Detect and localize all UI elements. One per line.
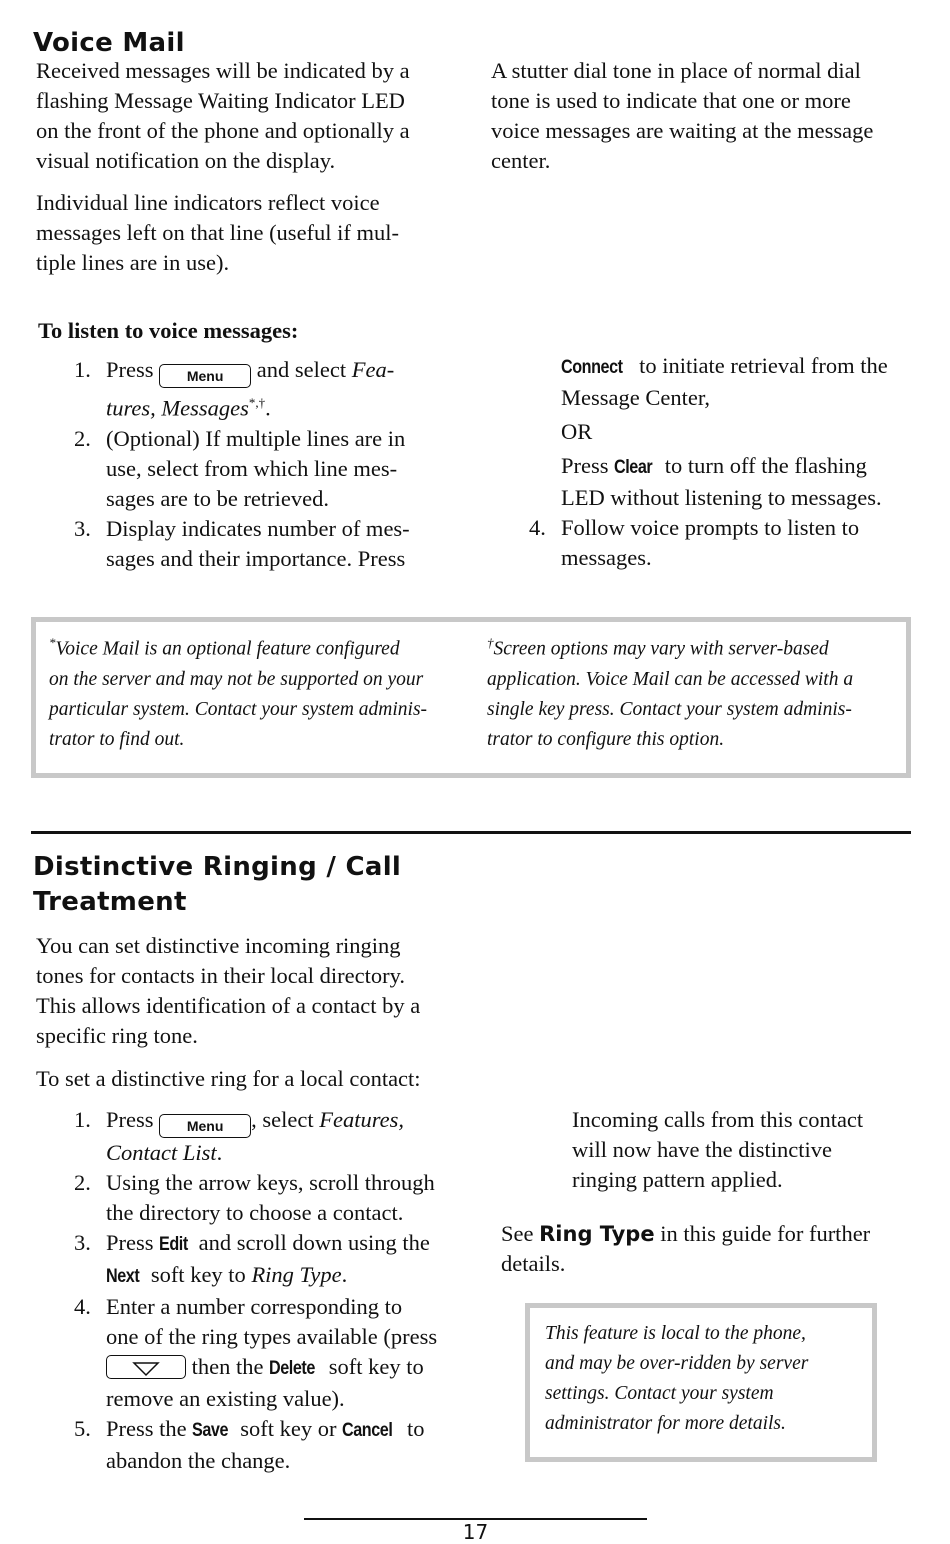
text-line: sages are to be retrieved.	[106, 485, 330, 511]
text-line: voice messages are waiting at the message	[491, 118, 874, 143]
text: Screen options may vary with server-based	[493, 638, 829, 660]
text-line: This allows identification of a contact by a	[36, 993, 421, 1018]
heading-line: Treatment	[33, 887, 187, 917]
text-line: details.	[501, 1251, 566, 1276]
footnote-marker: *	[49, 635, 56, 650]
cancel-softkey: Cancel	[342, 1420, 393, 1441]
footnote-marker: *,†	[248, 395, 266, 410]
text-line: Received messages will be indicated by a	[36, 58, 410, 83]
text-line: specific ring tone.	[36, 1023, 198, 1048]
menu-key-icon: Menu	[159, 1114, 251, 1138]
text: and scroll down using the	[198, 1230, 430, 1255]
footnote-marker: †	[487, 635, 494, 650]
text-line: tones for contacts in their local directory.	[36, 963, 406, 988]
text-line: Message Center,	[561, 385, 711, 410]
text: Press	[561, 453, 609, 478]
text-line: Individual line indicators reflect voice	[36, 190, 380, 215]
local-feature-note	[545, 1319, 865, 1439]
text: Fea-	[351, 357, 395, 382]
edit-softkey: Edit	[159, 1234, 188, 1255]
clear-softkey: Clear	[614, 457, 653, 478]
text-line: use, select from which line mes-	[106, 455, 398, 481]
text-line: Using the arrow keys, scroll through	[106, 1170, 435, 1195]
text: , select	[251, 1107, 314, 1132]
step-item	[36, 1105, 476, 1168]
text-line: particular system. Contact your system adminis-	[49, 698, 428, 720]
text: Features,	[319, 1107, 405, 1132]
text-line: LED without listening to messages.	[561, 485, 882, 510]
step-item	[36, 514, 466, 574]
text-line: application. Voice Mail can be accessed with a	[487, 668, 854, 690]
text-line: You can set distinctive incoming ringing	[36, 933, 401, 958]
ringing-steps	[36, 1105, 476, 1476]
voice-mail-heading: Voice Mail	[33, 28, 185, 58]
text-line: messages left on that line (useful if mul-	[36, 220, 400, 245]
text-line: remove an existing value).	[106, 1386, 345, 1411]
text-line: administrator for more details.	[545, 1413, 786, 1434]
step-item	[491, 513, 931, 573]
text-line: abandon the change.	[106, 1448, 291, 1473]
text-line: single key press. Contact your system adminis-	[487, 698, 852, 720]
text-line: center.	[491, 148, 551, 173]
listen-steps-right	[491, 351, 931, 573]
incoming-calls-paragraph	[572, 1105, 932, 1195]
text-line: Incoming calls from this contact	[572, 1107, 864, 1132]
text-line: tone is used to indicate that one or more	[491, 88, 851, 113]
step-item	[36, 1168, 476, 1228]
text: See	[501, 1221, 534, 1246]
text-line: messages.	[561, 545, 652, 570]
step-item	[36, 1228, 476, 1292]
text-line: will now have the distinctive	[572, 1137, 832, 1162]
text: Press the	[106, 1416, 187, 1441]
text-line: (Optional) If multiple lines are in	[106, 425, 406, 451]
text-line: Display indicates number of mes-	[106, 515, 410, 541]
see-ring-type-paragraph	[501, 1219, 931, 1279]
footnote-screen-options	[487, 628, 897, 755]
page-number: 17	[462, 1520, 489, 1544]
text: Press	[106, 1230, 154, 1255]
text: .	[265, 395, 271, 421]
step-number: 2.	[74, 1170, 91, 1195]
text-line: ringing pattern applied.	[572, 1167, 783, 1192]
text-line: sages and their importance. Press	[106, 545, 406, 571]
local-feature-note-box	[525, 1303, 877, 1462]
text: to	[407, 1416, 425, 1441]
step-number: 1.	[74, 357, 91, 382]
step-number: 4.	[74, 1294, 91, 1319]
text: and select	[256, 357, 347, 382]
text-line: one of the ring types available (press	[106, 1324, 438, 1349]
text-line: trator to find out.	[49, 728, 185, 750]
text: to turn off the flashing	[664, 453, 867, 478]
stutter-tone-paragraph	[491, 56, 931, 176]
text: soft key or	[240, 1416, 337, 1441]
footnote-box	[31, 617, 911, 778]
text: Ring Type	[251, 1262, 342, 1287]
section-divider	[31, 831, 911, 834]
text-line: the directory to choose a contact.	[106, 1200, 404, 1225]
text-line: To set a distinctive ring for a local contact:	[36, 1066, 421, 1091]
step-item	[36, 424, 466, 514]
heading-line: Distinctive Ringing / Call	[33, 852, 402, 882]
save-softkey: Save	[192, 1420, 229, 1441]
text-line: and may be over-ridden by server	[545, 1353, 809, 1374]
text: soft key to	[150, 1262, 246, 1287]
text: soft key to	[328, 1354, 424, 1379]
ringing-intro	[36, 931, 476, 1094]
text: then the	[191, 1354, 264, 1379]
step-item	[36, 1292, 476, 1414]
delete-softkey: Delete	[269, 1358, 316, 1379]
down-arrow-key-icon	[106, 1355, 186, 1379]
text-line: settings. Contact your system	[545, 1383, 774, 1404]
connect-softkey: Connect	[561, 357, 623, 378]
step-number: 3.	[74, 515, 91, 541]
voice-mail-intro	[36, 56, 456, 278]
step-number: 5.	[74, 1416, 91, 1441]
step-item	[36, 1414, 476, 1476]
ringing-heading	[33, 850, 401, 920]
text: .	[216, 1140, 223, 1165]
or-text: OR	[561, 419, 593, 444]
step-number: 4.	[529, 515, 546, 540]
text: tures, Messages	[106, 395, 249, 421]
footnote-voice-mail	[49, 628, 469, 755]
text-line: Follow voice prompts to listen to	[561, 515, 860, 540]
step-item	[36, 355, 466, 424]
listen-steps-left	[36, 355, 466, 574]
menu-key-icon: Menu	[159, 364, 251, 388]
text-line: Enter a number corresponding to	[106, 1294, 403, 1319]
text-line: on the front of the phone and optionally a	[36, 118, 410, 143]
text: Press	[106, 357, 154, 382]
text: .	[341, 1262, 348, 1287]
text: in this guide for further	[660, 1221, 871, 1246]
text-line: tiple lines are in use).	[36, 250, 230, 275]
text-line: This feature is local to the phone,	[545, 1323, 806, 1344]
text: Voice Mail is an optional feature configured	[55, 638, 400, 660]
listen-heading: To listen to voice messages:	[38, 318, 299, 343]
step-number: 1.	[74, 1107, 91, 1132]
step-number: 3.	[74, 1230, 91, 1255]
text: to initiate retrieval from the	[639, 353, 888, 378]
text: Press	[106, 1107, 154, 1132]
text-line: A stutter dial tone in place of normal dial	[491, 58, 861, 83]
text-line: trator to configure this option.	[487, 728, 725, 750]
text-line: on the server and may not be supported on your	[49, 668, 424, 690]
step-number: 2.	[74, 425, 91, 451]
ring-type-reference: Ring Type	[539, 1222, 655, 1246]
text-line: flashing Message Waiting Indicator LED	[36, 88, 405, 113]
next-softkey: Next	[106, 1266, 140, 1287]
text-line: visual notification on the display.	[36, 148, 336, 173]
text: Contact List	[106, 1140, 217, 1165]
